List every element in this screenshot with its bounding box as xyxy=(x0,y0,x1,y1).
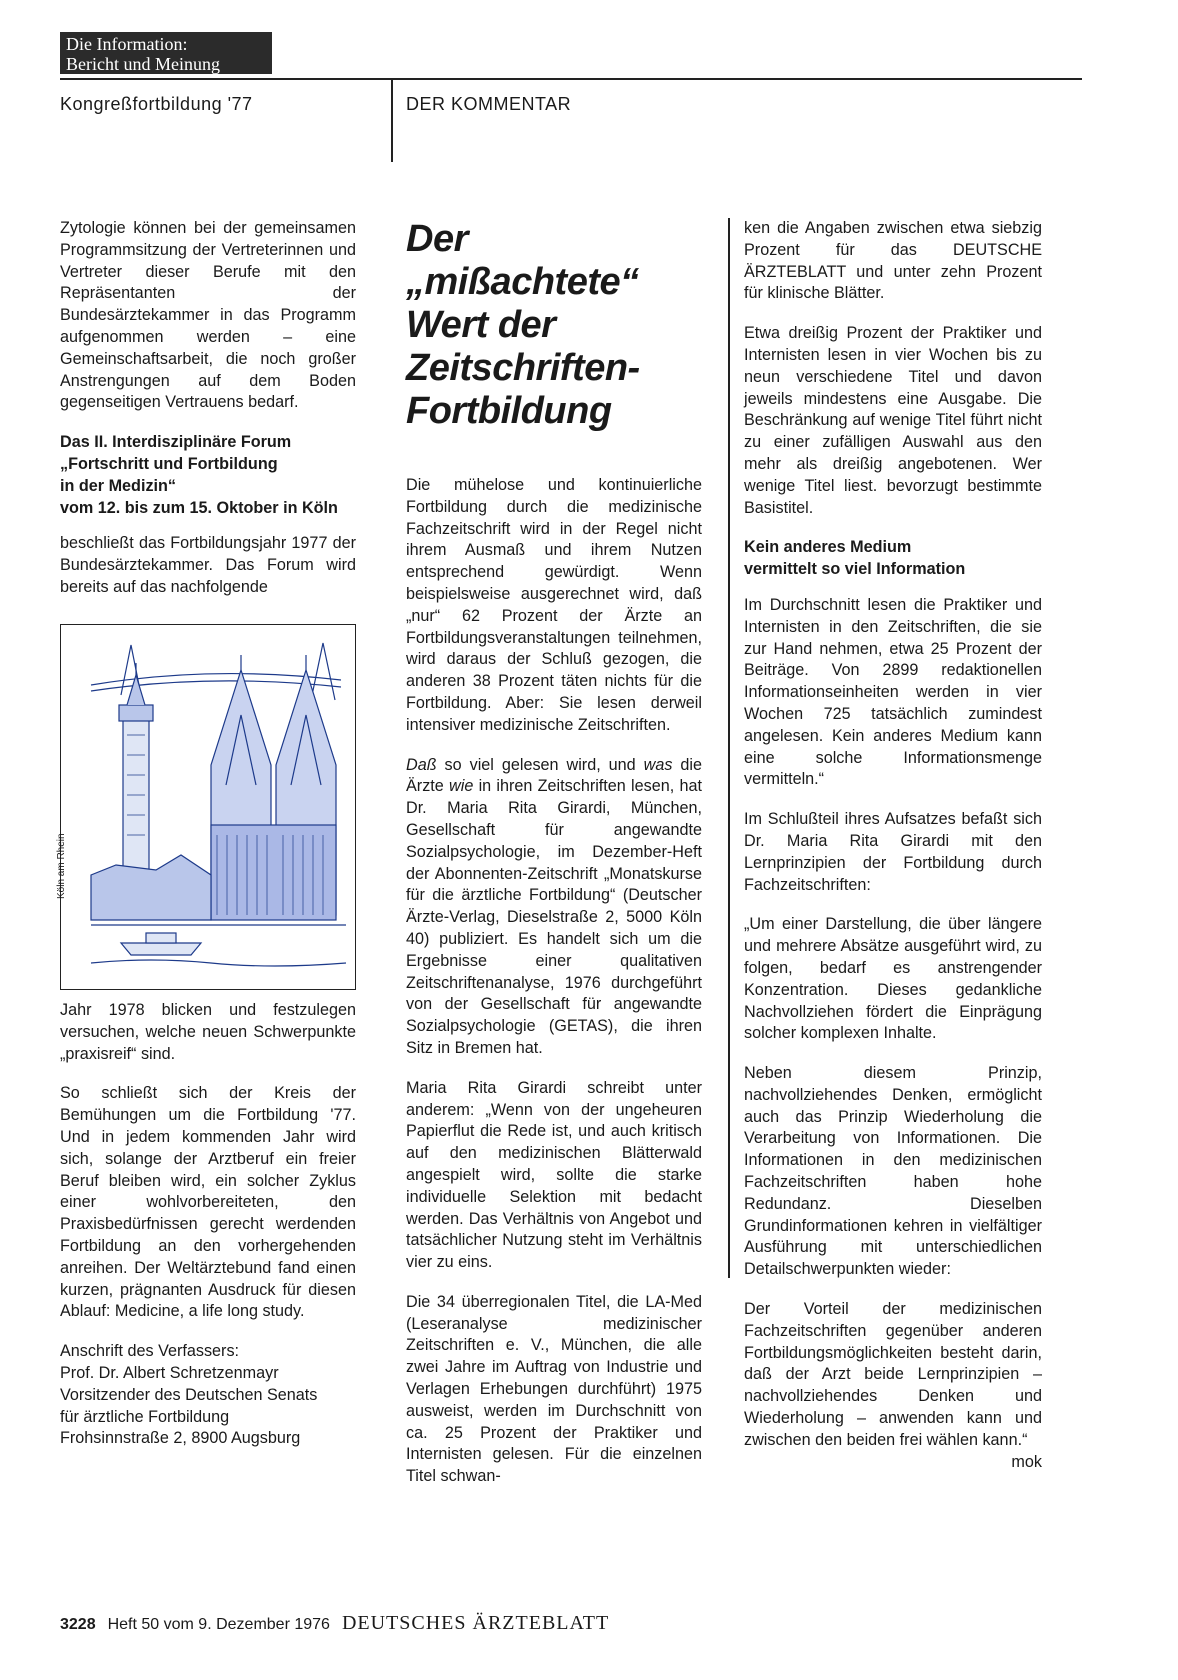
signature-line xyxy=(744,1452,1042,1474)
middle-column xyxy=(406,218,702,1488)
cathedral-drawing-icon xyxy=(61,625,354,988)
title-line: „mißachtete“ xyxy=(406,261,639,303)
paragraph: ken die Angaben zwischen etwa siebzig Prozent für das DEUTSCHE ÄRZTEBLATT und unter zehn Prozent für klinische Blätter. xyxy=(744,219,1042,303)
paragraph: „Um einer Darstellung, die über längere und mehrere Absätze ausgeführt wird, zu folgen, bedarf es anstrengender Konzentration. Dieses gedankliche Nachvollziehen fördert die Einprägung solcher komplexen Inhalte. xyxy=(744,915,1042,1043)
article-title xyxy=(406,218,702,433)
subheading-line: in der Medizin“ xyxy=(60,476,177,495)
paragraph: beschließt das Fortbildungsjahr 1977 der Bundesärztekammer. Das Forum wird bereits auf das nachfolgende xyxy=(60,534,356,596)
emphasis: Daß xyxy=(406,755,437,774)
left-column-continued xyxy=(60,1000,356,1450)
title-line: Wert der xyxy=(406,304,556,346)
header-rule xyxy=(60,78,1082,80)
paragraph: Zytologie können bei der gemeinsamen Programmsitzung der Vertreterinnen und Vertreter dieser Berufe mit den Repräsentanten der Bundesärztekammer in das Programm aufgenommen werden – eine Gemeinschaftsarbeit, die noch großer Anstrengungen auf dem Boden gegenseitigen Vertrauens bedarf. xyxy=(60,219,356,412)
paragraph xyxy=(406,755,702,1060)
text-run: die Ärzte xyxy=(406,755,702,796)
address-line: Vorsitzender des Deutschen Senats xyxy=(60,1385,318,1404)
emphasis: wie xyxy=(449,777,474,796)
paragraph: Maria Rita Girardi schreibt unter anderem: „Wenn von der ungeheuren Papierflut die Rede ist, und auch kritisch auf den medizinischen Blätterwald angespielt wird, sollte die starke individuelle Selektion mit bedacht werden. Das Verhältnis von Angebot und tatsächlicher Nutzung steht im Verhältnis vier zu eins. xyxy=(406,1078,702,1272)
title-line: Zeitschriften- xyxy=(406,347,640,389)
paragraph: Die 34 überregionalen Titel, die LA-Med (Leseranalyse medizinischer Zeitschriften e. V., München, die alle zwei Jahre im Auftrag von Industrie und Verlagen Erhebungen durchführt) 1975 ausweist, werden im Durchschnitt von ca. 25 Prozent der Praktiker und Internisten gelesen. Für die einzelnen Titel schwan- xyxy=(406,1292,702,1486)
subheading xyxy=(60,432,356,519)
paragraph: Der Vorteil der medizinischen Fachzeitschriften gegenüber anderen Fortbildungsmöglichkeiten besteht darin, daß der Arzt beide Lernprinzipien – nachvollziehendes Denken und Wiederholung – anwenden kann und zwischen den beiden frei wählen kann.“ xyxy=(744,1300,1042,1449)
subheading-line: vom 12. bis zum 15. Oktober in Köln xyxy=(60,498,338,517)
text-run: in ihren Zeitschriften lesen, hat Dr. Maria Rita Girardi, München, Gesellschaft für angewandte Sozialpsychologie, im Dezember-Heft der Abonnenten-Zeitschrift „Monatskurse für die ärztliche Fortbildung“ (Deutscher Ärzte-Verlag, Dieselstraße 2, 5000 Köln 40) publiziert. Es handelt sich um die Ergebnisse einer qualitativen Zeitschriftenanalyse, 1976 durchgeführt von der Gesellschaft für angewandte Sozialpsychologie (GETAS), die ihren Sitz in Bremen hat. xyxy=(406,777,702,1057)
section-title-right: DER KOMMENTAR xyxy=(406,94,572,114)
author-address xyxy=(60,1341,356,1450)
badge-line-2: Bericht und Meinung xyxy=(66,54,220,74)
paragraph: Im Schlußteil ihres Aufsatzes befaßt sich Dr. Maria Rita Girardi mit den Lernprinzipien der Fortbildung durch Fachzeitschriften: xyxy=(744,810,1042,894)
illustration-caption: Köln am Rhein xyxy=(56,833,67,899)
paragraph: So schließt sich der Kreis der Bemühungen um die Fortbildung '77. Und in jedem kommenden Jahr wird sich, solange der Arztberuf ein freier Beruf bleiben wird, ein solcher Zyklus einer wohlvorbereiteten, den Praxisbedürfnissen gerecht werdenden Fortbildung an den vorhergehenden anreihen. Der Weltärztebund fand einen kurzen, prägnanten Ausdruck für diesen Ablauf: Medicine, a life long study. xyxy=(60,1084,356,1321)
journal-name: DEUTSCHES ÄRZTEBLATT xyxy=(341,1612,610,1634)
address-line: Prof. Dr. Albert Schretzenmayr xyxy=(60,1363,279,1382)
paragraph: Im Durchschnitt lesen die Praktiker und Internisten in den Zeitschriften, die sie zur Hand nehmen, etwa 25 Prozent der Beiträge. Von 2899 redaktionellen Informationseinheiten werden in vier Wochen 725 tatsächlich zumindest angelesen. Kein anderes Medium kann eine solche Informationsmenge vermitteln.“ xyxy=(744,595,1042,789)
address-line: Frohsinnstraße 2, 8900 Augsburg xyxy=(60,1429,301,1448)
subheading xyxy=(744,537,1042,581)
column-rule xyxy=(728,218,730,1278)
paragraph: Die mühelose und kontinuierliche Fortbildung durch die medizinische Fachzeitschrift wird in der Regel nicht ihrem Ausmaß und ihrem Nutzen entsprechend gewürdigt. Wenn beispielsweise ausgerechnet wird, daß „nur“ 62 Prozent der Ärzte an Fortbildungsveranstaltungen teilnehmen, wird daraus der Schluß gezogen, die anderen 38 Prozent täten nichts für die Fortbildung. Aber: Sie lesen derweil intensiver medizinische Zeitschriften. xyxy=(406,476,702,734)
subheading-line: vermittelt so viel Information xyxy=(744,560,966,579)
subheading-line: Das II. Interdisziplinäre Forum xyxy=(60,433,292,452)
address-line: für ärztliche Fortbildung xyxy=(60,1407,230,1426)
right-column xyxy=(744,218,1042,1473)
author-signature: mok xyxy=(1011,1452,1042,1471)
emphasis: was xyxy=(643,755,673,774)
cologne-cathedral-illustration xyxy=(56,624,356,990)
page-footer xyxy=(60,1612,609,1635)
title-line: Der xyxy=(406,218,468,260)
text-run: so viel gelesen wird, und xyxy=(436,755,644,774)
issue-info: Heft 50 vom 9. Dezember 1976 xyxy=(107,1616,330,1633)
address-line: Anschrift des Verfassers: xyxy=(60,1342,240,1361)
badge-line-1: Die Information: xyxy=(66,34,188,54)
left-column xyxy=(60,218,356,599)
paragraph: Jahr 1978 blicken und festzulegen versuchen, welche neuen Schwerpunkte „praxisreif“ sind. xyxy=(60,1001,356,1063)
section-badge xyxy=(60,32,272,74)
subheading-line: „Fortschritt und Fortbildung xyxy=(60,454,278,473)
subheading-line: Kein anderes Medium xyxy=(744,538,912,557)
title-line: Fortbildung xyxy=(406,390,612,432)
paragraph: Etwa dreißig Prozent der Praktiker und Internisten lesen in vier Wochen bis zu neun verschiedene Titel und davon jeweils mindestens eine Ausgabe. Die Beschränkung auf wenige Titel führt nicht zu einer zufälligen Auswahl aus den mehr als dreißig angebotenen. Wer wenige Titel liest. bevorzugt bestimmte Basistitel. xyxy=(744,324,1042,517)
header-column-divider xyxy=(391,78,393,162)
section-title-left: Kongreßfortbildung '77 xyxy=(60,94,253,114)
paragraph: Neben diesem Prinzip, nachvollziehendes Denken, ermöglicht auch das Prinzip Wiederholung die Verarbeitung von Informationen. Die Informationen in den medizinischen Fachzeitschriften haben hohe Redundanz. Dieselben Grundinformationen kehren in vielfältiger Ausführung mit unterschiedlichen Detailschwerpunkten wieder: xyxy=(744,1064,1042,1279)
page-number: 3228 xyxy=(60,1616,96,1633)
